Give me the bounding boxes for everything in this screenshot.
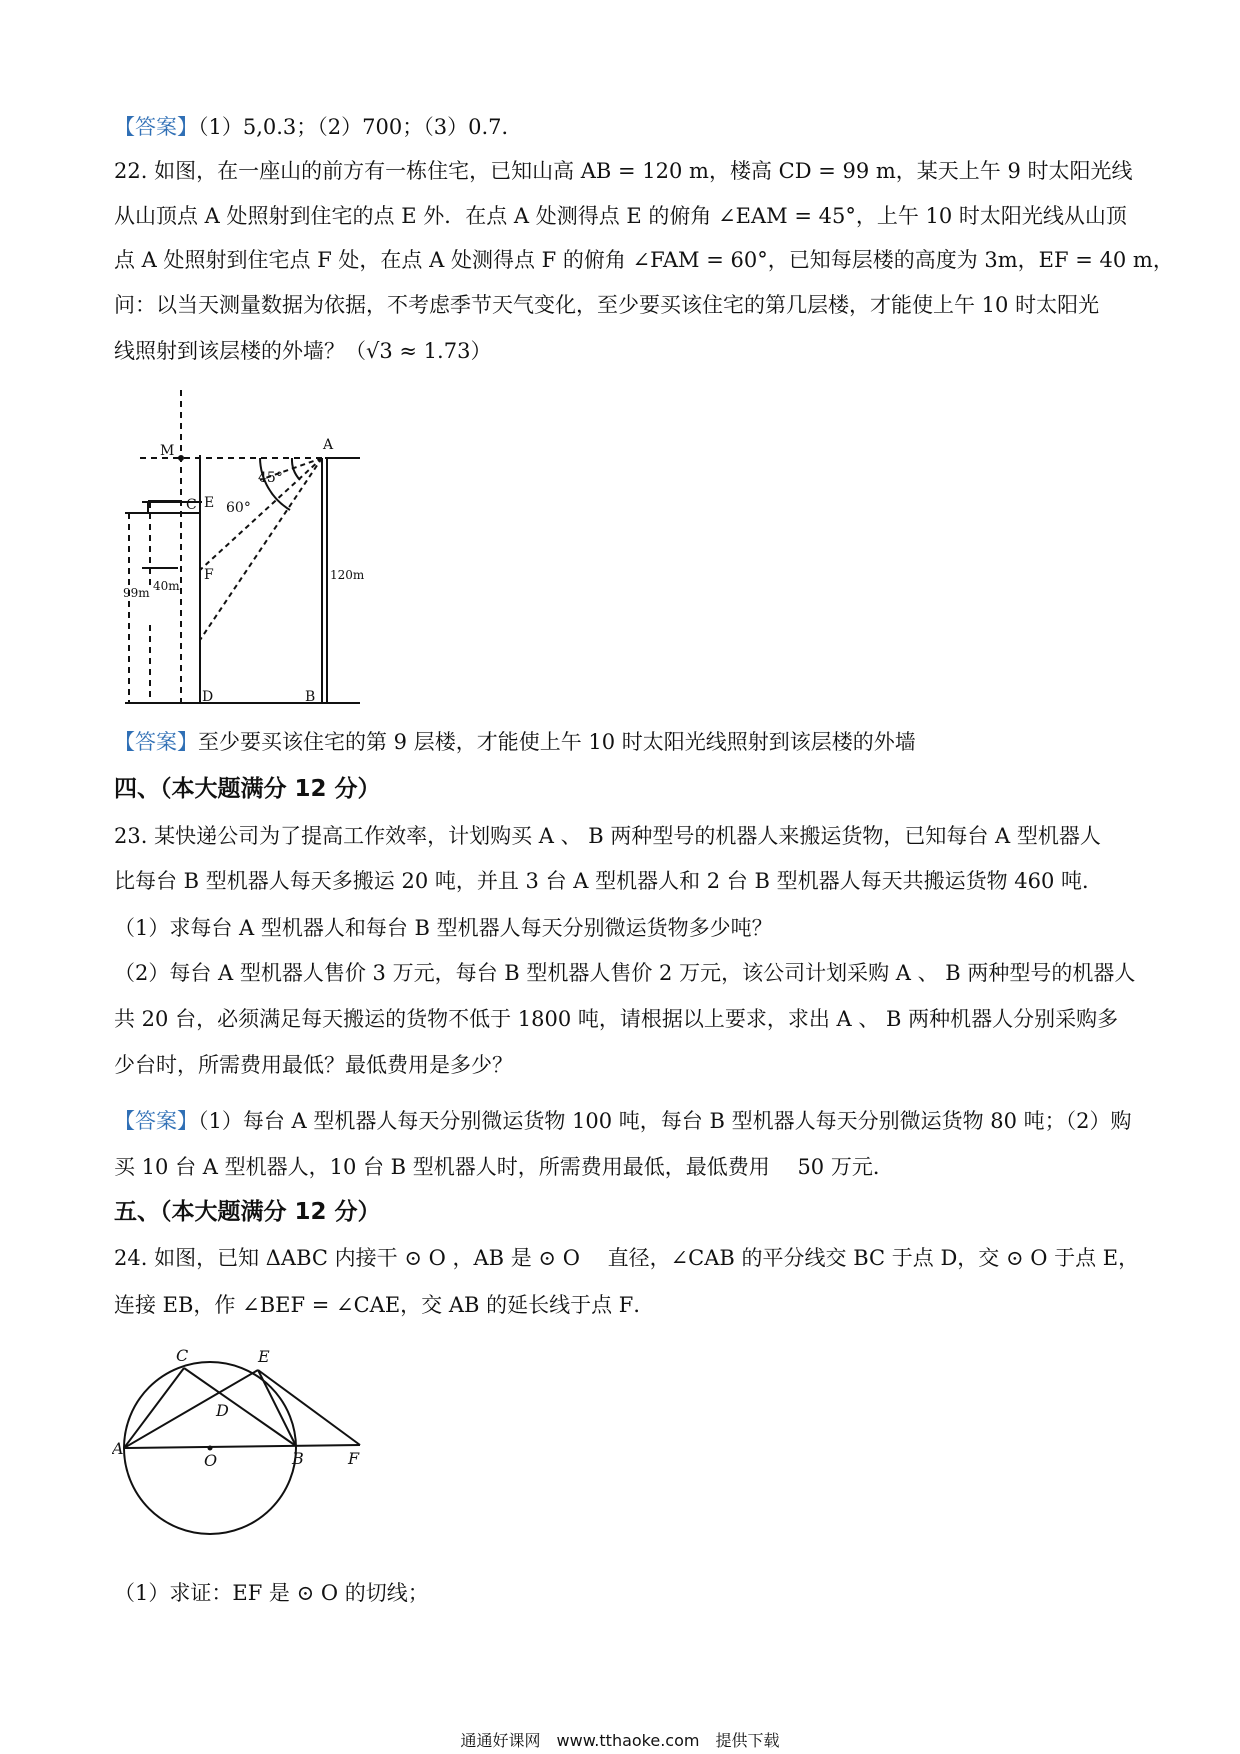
- q22-line-2: 从山顶点 A 处照射到住宅的点 E 外．在点 A 处测得点 E 的俯角 ∠EAM = 45°，上午 10 时太阳光线从山顶: [114, 204, 1127, 228]
- label-A: A: [112, 1439, 124, 1458]
- q23-line-5: 共 20 台，必须满足每天搬运的货物不低于 1800 吨，请根据以上要求，求出 A 、 B 两种机器人分别采购多: [114, 1007, 1119, 1031]
- q23-line-4: （2）每台 A 型机器人售价 3 万元，每台 B 型机器人售价 2 万元，该公司计划采购 A 、 B 两种型号的机器人: [114, 961, 1136, 985]
- q23-line-6: 少台时，所需费用最低？最低费用是多少？: [114, 1053, 513, 1077]
- label-99m: 99m: [123, 586, 150, 600]
- answer-tag: 【答案】: [114, 730, 198, 754]
- label-F: F: [204, 567, 214, 583]
- q23-answer-1: （1）每台 A 型机器人每天分别微运货物 100 吨，每台 B 型机器人每天分别微运货物 80 吨；（2）购: [198, 1109, 1132, 1133]
- label-angle60: 60°: [226, 500, 251, 516]
- label-D: D: [216, 1401, 229, 1420]
- label-M: M: [160, 443, 175, 459]
- q24-figure: [112, 1340, 372, 1550]
- label-F: F: [348, 1449, 360, 1468]
- label-A: A: [323, 437, 334, 453]
- q23-line-1: 23. 某快递公司为了提高工作效率，计划购买 A 、 B 两种型号的机器人来搬运货物，已知每台 A 型机器人: [114, 824, 1101, 848]
- q22-figure: [120, 385, 380, 715]
- label-O: O: [204, 1451, 218, 1470]
- label-B: B: [305, 689, 316, 705]
- label-D: D: [202, 689, 214, 705]
- q23-answer-line-2: 买 10 台 A 型机器人，10 台 B 型机器人时，所需费用最低，最低费用 50 万元．: [114, 1155, 894, 1179]
- q24-sub1: （1）求证：EF 是 ⊙ O 的切线；: [114, 1581, 429, 1605]
- q22-answer: 至少要买该住宅的第 9 层楼，才能使上午 10 时太阳光线照射到该层楼的外墙: [198, 730, 916, 754]
- label-40m: 40m: [153, 579, 180, 593]
- q23-line-2: 比每台 B 型机器人每天多搬运 20 吨，并且 3 台 A 型机器人和 2 台 B 型机器人每天共搬运货物 460 吨．: [114, 869, 1104, 893]
- label-120m: 120m: [330, 568, 365, 582]
- q24-line-1: 24. 如图，已知 ΔABC 内接干 ⊙ O ，AB 是 ⊙ O 直径，∠CAB 的平分线交 BC 于点 D，交 ⊙ O 于点 E，: [114, 1246, 1140, 1270]
- answer-tag: 【答案】: [114, 1109, 198, 1133]
- q21-answer-line: [114, 112, 1130, 142]
- q22-line-5: 线照射到该层楼的外墙？（√3 ≈ 1.73）: [114, 339, 492, 363]
- footer: 通通好课网 www.tthaoke.com 提供下载: [460, 1731, 780, 1750]
- answer-tag: 【答案】: [114, 115, 198, 139]
- section-heading-5: 五、（本大题满分 12 分）: [114, 1199, 381, 1225]
- label-C: C: [186, 497, 197, 513]
- q24-line-2: 连接 EB，作 ∠BEF = ∠CAE，交 AB 的延长线于点 F．: [114, 1293, 655, 1317]
- q22-line-4: 问：以当天测量数据为依据，不考虑季节天气变化，至少要买该住宅的第几层楼，才能使上午 10 时太阳光: [114, 293, 1100, 317]
- label-B: B: [292, 1449, 304, 1468]
- q22-answer-line: [114, 727, 1130, 757]
- q23-line-3: （1）求每台 A 型机器人和每台 B 型机器人每天分别微运货物多少吨？: [114, 916, 773, 940]
- q21-answer: （1）5,0.3；（2）700；（3）0.7．: [198, 115, 523, 139]
- label-E: E: [258, 1347, 270, 1366]
- q22-line-1: 22. 如图，在一座山的前方有一栋住宅，已知山高 AB = 120 m，楼高 CD = 99 m，某天上午 9 时太阳光线: [114, 159, 1133, 183]
- q22-line-3: 点 A 处照射到住宅点 F 处，在点 A 处测得点 F 的俯角 ∠FAM = 60°，已知每层楼的高度为 3m，EF = 40 m，: [114, 248, 1174, 272]
- label-angle45: 45°: [258, 470, 283, 486]
- label-C: C: [176, 1346, 189, 1365]
- q23-answer-line-1: [114, 1106, 1130, 1136]
- section-heading-4: 四、（本大题满分 12 分）: [114, 776, 381, 802]
- label-E: E: [204, 495, 215, 511]
